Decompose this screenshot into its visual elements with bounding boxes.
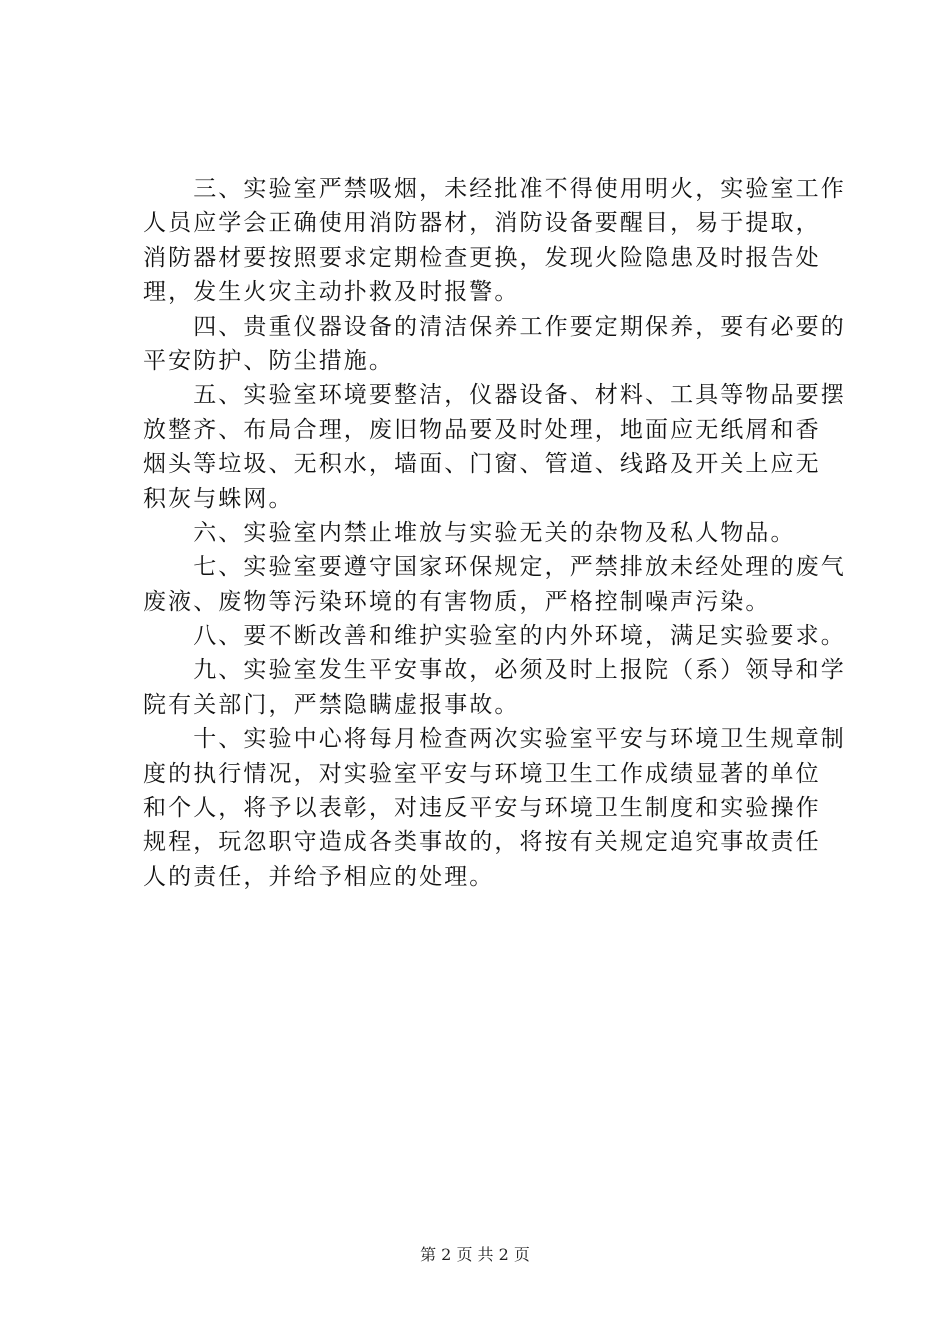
text-line: 人的责任，并给予相应的处理。 <box>143 863 495 890</box>
text-line: 四、贵重仪器设备的清洁保养工作要定期保养，要有必要的 <box>143 313 846 340</box>
text-line: 六、实验室内禁止堆放与实验无关的杂物及私人物品。 <box>143 519 796 546</box>
document-body <box>143 172 846 894</box>
text-line: 度的执行情况，对实验室平安与环境卫生工作成绩显著的单位 <box>143 760 821 787</box>
text-line: 九、实验室发生平安事故，必须及时上报院（系）领导和学 <box>143 657 846 684</box>
text-line: 平安防护、防尘措施。 <box>143 347 394 374</box>
page-number-footer: 第 2 页 共 2 页 <box>420 1245 530 1264</box>
text-line: 放整齐、布局合理，废旧物品要及时处理，地面应无纸屑和香 <box>143 416 821 443</box>
text-line: 烟头等垃圾、无积水，墙面、门窗、管道、线路及开关上应无 <box>143 451 821 478</box>
text-line: 五、实验室环境要整洁，仪器设备、材料、工具等物品要摆 <box>143 382 846 409</box>
text-line: 七、实验室要遵守国家环保规定，严禁排放未经处理的废气 <box>143 554 846 581</box>
text-line: 和个人，将予以表彰，对违反平安与环境卫生制度和实验操作 <box>143 795 821 822</box>
text-line: 十、实验中心将每月检查两次实验室平安与环境卫生规章制 <box>143 726 846 753</box>
text-line: 废液、废物等污染环境的有害物质，严格控制噪声污染。 <box>143 588 771 615</box>
text-line: 规程，玩忽职守造成各类事故的，将按有关规定追究事故责任 <box>143 829 821 856</box>
text-line: 院有关部门，严禁隐瞒虚报事故。 <box>143 691 520 718</box>
text-line: 理，发生火灾主动扑救及时报警。 <box>143 279 520 306</box>
text-line: 积灰与蛛网。 <box>143 485 294 512</box>
text-line: 人员应学会正确使用消防器材，消防设备要醒目，易于提取， <box>143 210 821 237</box>
text-line: 消防器材要按照要求定期检查更换，发现火险隐患及时报告处 <box>143 244 821 271</box>
text-line: 八、要不断改善和维护实验室的内外环境，满足实验要求。 <box>143 623 846 650</box>
text-line: 三、实验室严禁吸烟，未经批准不得使用明火，实验室工作 <box>143 176 846 202</box>
